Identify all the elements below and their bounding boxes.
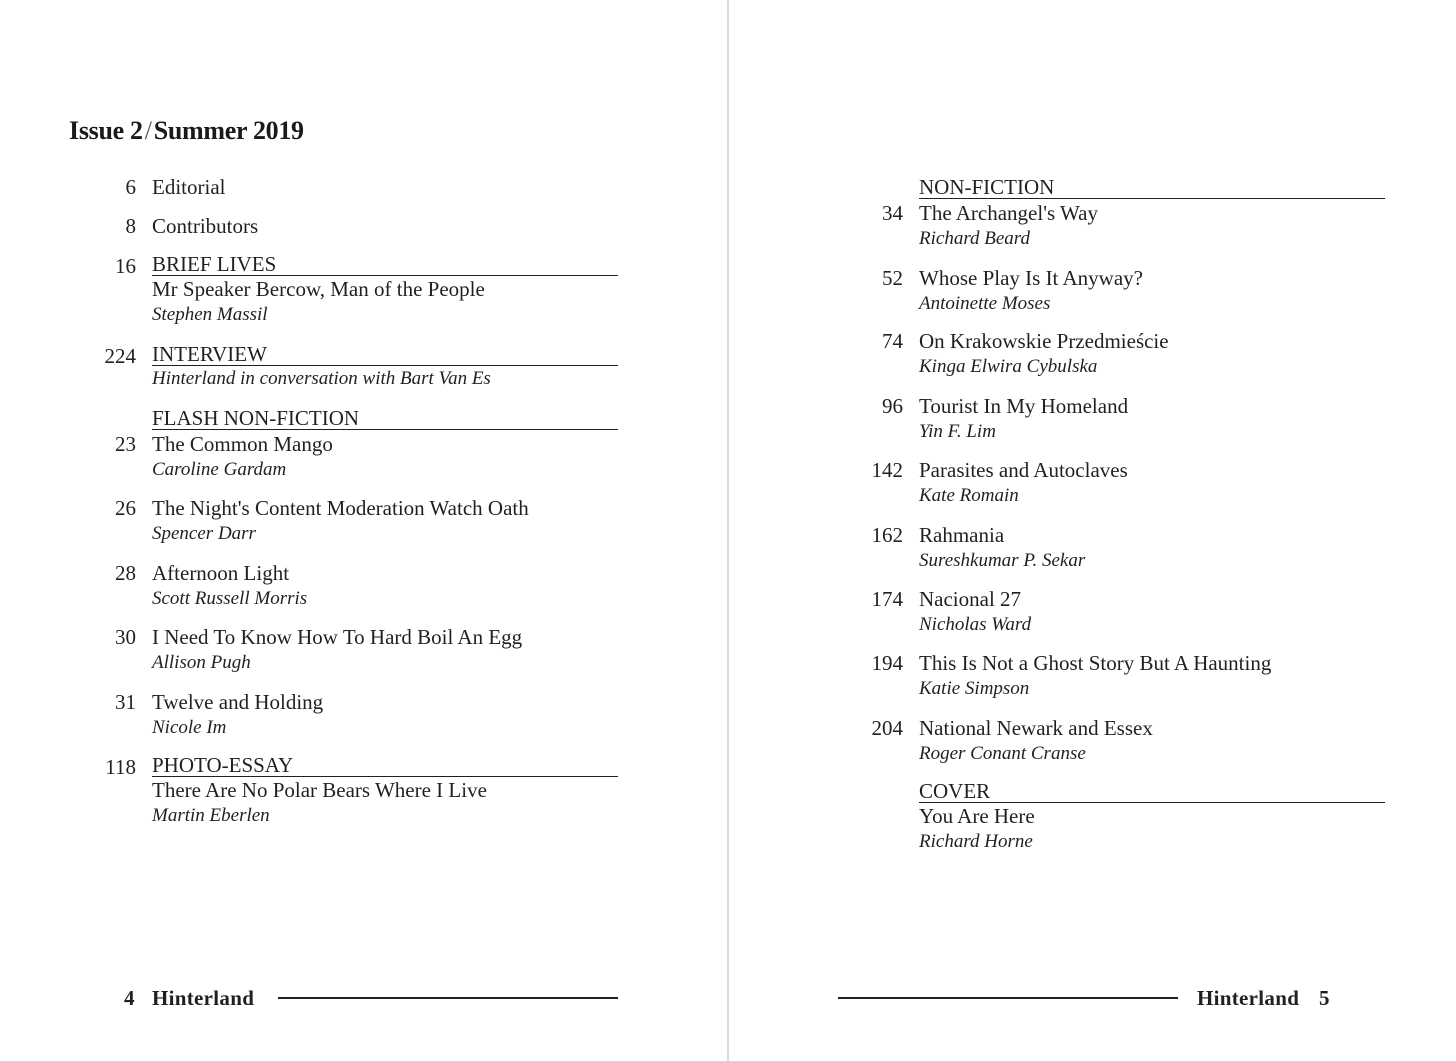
entry-title: On Krakowskie Przedmieście	[919, 329, 1169, 353]
entry-author: Richard Beard	[919, 228, 1030, 249]
entry-page-number: 28	[115, 561, 136, 585]
entry-title: Rahmania	[919, 523, 1005, 547]
entry-author: Yin F. Lim	[919, 421, 996, 442]
entry-page-number: 34	[882, 201, 903, 225]
entry-page-number: 6	[125, 175, 136, 199]
section-heading: INTERVIEW	[152, 343, 618, 366]
entry-title: Afternoon Light	[152, 561, 290, 585]
entry-page-number: 142	[871, 458, 903, 482]
entry-title: Nacional 27	[919, 587, 1022, 611]
section-heading: FLASH NON-FICTION	[152, 407, 618, 430]
entry-author: Hinterland in conversation with Bart Van Es	[152, 368, 491, 389]
section-heading: COVER	[919, 780, 1385, 803]
entry-page-number: 162	[871, 523, 903, 547]
folio-page-number: 5	[1319, 986, 1330, 1010]
entry-title: You Are Here	[919, 804, 1035, 828]
entry-author: Caroline Gardam	[152, 459, 287, 480]
entry-author: Nicole Im	[152, 717, 227, 738]
section-heading: PHOTO-ESSAY	[152, 754, 618, 777]
issue-number: Issue 2	[69, 116, 143, 145]
entry-author: Allison Pugh	[152, 652, 251, 673]
entry-title: The Common Mango	[152, 432, 333, 456]
entry-title: The Night's Content Moderation Watch Oath	[152, 496, 529, 520]
entry-title: The Archangel's Way	[919, 201, 1098, 225]
footer-rule	[838, 997, 1178, 999]
right-page	[729, 0, 1456, 1061]
footer-rule	[278, 997, 618, 999]
folio-page-number: 4	[124, 986, 135, 1010]
entry-author: Antoinette Moses	[919, 293, 1051, 314]
entry-title: Mr Speaker Bercow, Man of the People	[152, 277, 485, 301]
entry-title: This Is Not a Ghost Story But A Haunting	[919, 651, 1272, 675]
section-heading: BRIEF LIVES	[152, 253, 618, 276]
entry-page-number: 96	[882, 394, 903, 418]
entry-page-number: 52	[882, 266, 903, 290]
entry-title: National Newark and Essex	[919, 716, 1153, 740]
folio-magazine-name: Hinterland	[152, 986, 255, 1010]
entry-title: I Need To Know How To Hard Boil An Egg	[152, 625, 523, 649]
entry-author: Roger Conant Cranse	[919, 743, 1086, 764]
entry-page-number: 224	[104, 344, 136, 368]
entry-author: Martin Eberlen	[152, 805, 270, 826]
section-heading: NON-FICTION	[919, 176, 1385, 199]
entry-page-number: 118	[105, 755, 136, 779]
entry-title: Contributors	[152, 214, 259, 238]
entry-author: Spencer Darr	[152, 523, 256, 544]
issue-separator: /	[144, 116, 152, 145]
entry-title: Parasites and Autoclaves	[919, 458, 1128, 482]
entry-author: Richard Horne	[919, 831, 1033, 852]
entry-page-number: 8	[125, 214, 136, 238]
entry-title: Twelve and Holding	[152, 690, 324, 714]
folio-magazine-name: Hinterland	[1197, 986, 1300, 1010]
entry-author: Stephen Massil	[152, 304, 268, 325]
entry-author: Kinga Elwira Cybulska	[919, 356, 1098, 377]
entry-title: Whose Play Is It Anyway?	[919, 266, 1143, 290]
left-page	[0, 0, 727, 1061]
entry-author: Nicholas Ward	[919, 614, 1032, 635]
entry-author: Katie Simpson	[919, 678, 1030, 699]
issue-heading	[69, 116, 304, 146]
page-footer	[0, 984, 727, 1012]
entry-page-number: 23	[115, 432, 136, 456]
entry-author: Scott Russell Morris	[152, 588, 308, 609]
entry-page-number: 204	[871, 716, 903, 740]
entry-page-number: 74	[882, 329, 903, 353]
entry-title: There Are No Polar Bears Where I Live	[152, 778, 487, 802]
entry-page-number: 194	[871, 651, 903, 675]
entry-title: Tourist In My Homeland	[919, 394, 1129, 418]
entry-author: Kate Romain	[919, 485, 1019, 506]
entry-page-number: 26	[115, 496, 136, 520]
entry-title: Editorial	[152, 175, 226, 199]
issue-season: Summer 2019	[153, 116, 304, 145]
entry-page-number: 31	[115, 690, 136, 714]
entry-page-number: 174	[871, 587, 903, 611]
entry-page-number: 16	[115, 254, 136, 278]
entry-page-number: 30	[115, 625, 136, 649]
entry-author: Sureshkumar P. Sekar	[919, 550, 1086, 571]
page-footer	[729, 984, 1456, 1012]
